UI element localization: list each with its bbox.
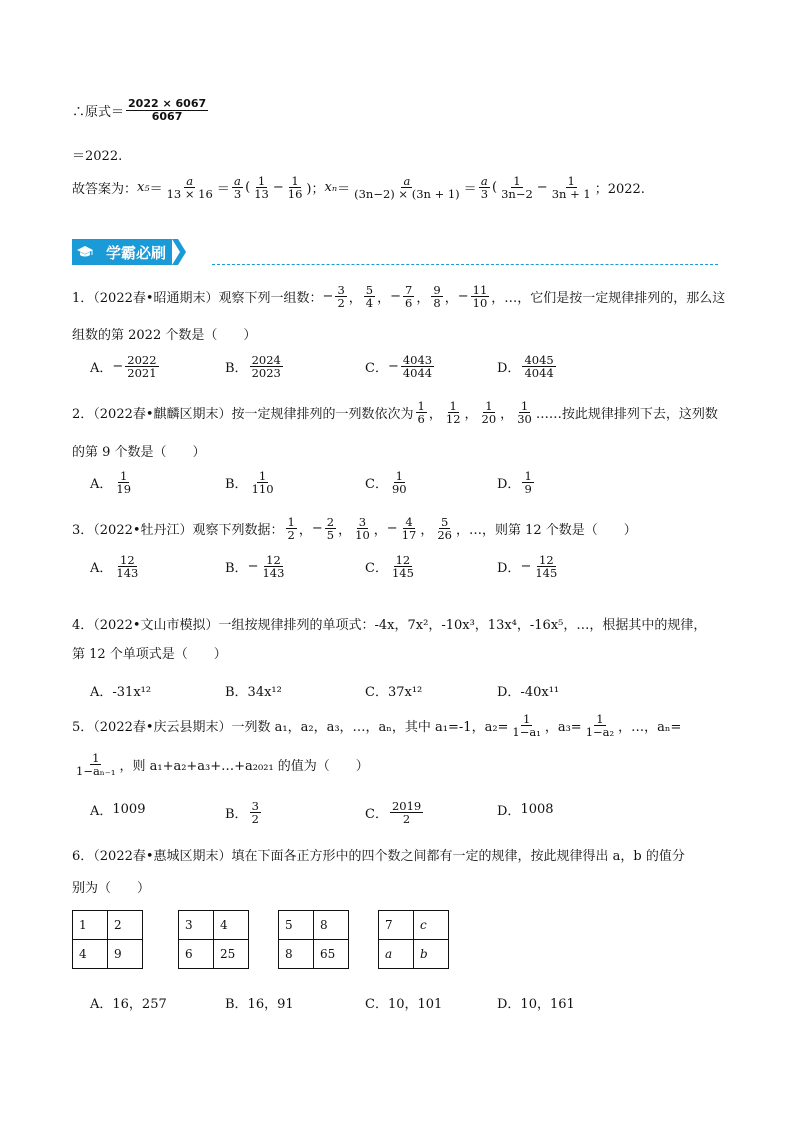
option-a[interactable] [90,470,135,495]
numerator: 5 [441,515,449,529]
denominator: 3n−2 [501,187,533,202]
fraction [165,175,215,200]
question-text: ，…，aₙ= [618,720,682,736]
fraction [364,284,375,309]
numerator: a [234,174,241,188]
numerator: 1 [417,399,425,413]
fraction [444,400,463,425]
fraction [479,175,490,200]
fraction [286,516,297,541]
option-a[interactable] [90,554,142,579]
solution-line-1 [72,98,210,122]
numerator: 1 [522,712,531,726]
fraction [286,175,305,200]
grid-cell: c [414,911,449,940]
numerator: 12 [120,553,135,567]
numerator: 4045 [524,353,554,367]
grid-cell: 2 [108,911,143,940]
denominator: 2 [337,296,345,311]
option-label: D． [497,804,521,819]
denominator: 10 [355,528,370,543]
option-label: A． [90,561,113,577]
grid-cell: 9 [108,940,143,969]
option-c[interactable] [365,800,425,825]
denominator: 13 × 16 [166,187,213,202]
option-label: C． [365,807,388,823]
option-d[interactable]: D． − $\frac{12}{145}$ [497,553,558,581]
option-c[interactable] [365,554,418,579]
question-5-line-2 [72,752,369,777]
option-label: A． [90,804,113,819]
denominator: 19 [116,482,132,497]
fraction [390,554,416,579]
option-label: D． [497,477,521,493]
number-grid [178,910,249,969]
option-c[interactable]: C．10，101 [365,997,443,1012]
fraction [260,554,286,579]
denominator: 2 [287,528,295,543]
denominator: 90 [391,482,407,497]
numerator: 1 [596,712,604,726]
question-text: 1．（2022春•昭通期末）观察下列一组数： [72,291,323,307]
chevron-right-icon [172,238,188,266]
option-b[interactable]: B．16，91 [225,997,294,1012]
grid-cell: 4 [214,911,249,940]
numerator: 5 [365,283,374,297]
question-3 [72,516,637,541]
denominator: 26 [437,528,452,543]
fraction [522,470,533,495]
denominator: 145 [535,566,558,581]
grid-cell: 25 [214,940,249,969]
grid-cell: 7 [379,911,414,940]
question-6: 6．（2022春•惠城区期末）填在下面各正方形中的四个数之间都有一定的规律，按此规律得出 a，b 的值分 [72,849,685,864]
option-label: B． [225,477,248,493]
question-5 [72,713,681,738]
fraction [584,713,616,738]
option-label: A． [90,477,113,493]
solution-line-2 [72,145,122,164]
denominator: 6 [417,412,425,427]
fraction [400,516,419,541]
fraction [416,400,427,425]
numerator: 12 [539,553,554,567]
numerator: 3 [337,283,345,297]
fraction [126,98,208,122]
sequence: $\frac{1}{2}$ ， − $\frac{2}{5}$ ， $\frac{3}{10}$ ， − $\frac{4}{17}$ ， $\frac{5}{26}$ [287,515,452,543]
numerator: 1 [257,174,266,188]
numerator: 11 [472,283,488,297]
var: x₅ [137,180,150,196]
question-4-line-2: 第 12 个单项式是（ ） [72,647,227,662]
fraction [250,470,276,495]
numerator: 9 [433,283,441,297]
numerator: 3 [358,515,367,529]
denominator: 145 [391,566,414,581]
numerator: 1 [449,399,457,413]
fraction [510,713,542,738]
denominator: 17 [401,528,417,543]
denominator: 3n + 1 [551,187,591,202]
numerator: 1 [524,469,532,483]
var: xₙ [324,180,338,196]
denominator: 12 [445,412,461,427]
numerator: 2019 [391,799,422,813]
fraction [401,354,434,379]
fraction [114,554,140,579]
option-a[interactable]: A．16，257 [90,997,167,1012]
section-title: 学霸必刷 [98,239,172,265]
denominator: 13 [254,187,269,202]
text: 故答案为： [72,182,138,198]
grid-cell: a [379,940,414,969]
number-grid [72,910,143,969]
numerator: a [186,174,194,188]
option-label: B． [225,807,248,823]
option-label: C． [365,561,388,577]
denominator: 3 [233,187,242,202]
option-label: B． [225,361,248,377]
question-2 [72,400,718,425]
text: ＝2022. [72,149,123,164]
sequence: $\frac{1}{6}$ ， $\frac{1}{12}$ ， $\frac{1}{20}$ ， $\frac{1}{30}$ [417,399,532,427]
question-text: 3．（2022•牡丹江）观察下列数据： [72,523,284,539]
grid-cell: 4 [73,940,108,969]
denominator: 2023 [251,366,281,381]
denominator: 3 [480,187,489,202]
option-c[interactable]: C． − $\frac{4043}{4044}$ [365,353,433,381]
question-text: ，则 a₁+a₂+a₃+…+a₂₀₂₁ 的值为（ ） [119,759,369,775]
option-label: D． [497,361,521,377]
denominator: 110 [251,482,274,497]
option-a[interactable]: A． 1009 [90,802,146,819]
numerator: 1 [395,469,403,483]
denominator: 10 [472,296,488,311]
grid-cell: 8 [279,940,314,969]
denominator: 2 [402,812,411,827]
numerator: 3 [251,799,259,813]
numerator: 2022 [127,353,157,367]
grid-cell: b [414,940,449,969]
numerator: 1 [92,751,100,765]
fraction [480,400,499,425]
question-2-line-2: 的第 9 个数是（ ） [72,445,206,460]
denominator: 1−a₁ [512,725,541,740]
denominator: 6 [405,296,413,311]
grid-cell: 65 [314,940,349,969]
fraction [550,175,593,200]
numerator: 4043 [402,353,433,367]
option-d[interactable] [497,354,558,379]
question-1-line-2: 组数的第 2022 个数是（ ） [72,328,257,343]
number-grid [278,910,349,969]
fraction [390,470,409,495]
denominator: 16 [287,187,303,202]
question-text: 2．（2022春•麒麟区期末）按一定规律排列的一列数依次为 [72,407,414,423]
option-a[interactable]: A．-31x¹² [90,685,152,700]
numerator: 2022 × 6067 [128,97,207,110]
fraction [533,554,559,579]
denominator: (3n−2) × (3n + 1) [354,187,460,202]
denominator: 2 [251,812,259,827]
option-c[interactable] [365,470,411,495]
numerator: 1 [291,174,299,188]
option-c[interactable]: C．37x¹² [365,685,423,700]
fraction [435,516,454,541]
option-label: D． [497,561,521,577]
numerator: 1 [567,174,575,188]
divider [212,264,718,265]
option-d[interactable]: D． 1008 [497,802,554,819]
option-d[interactable]: D．10，161 [497,997,575,1012]
fraction [250,354,283,379]
denominator: 143 [262,566,285,581]
number-grid [378,910,449,969]
denominator: 6067 [151,109,183,123]
option-b[interactable] [225,354,285,379]
numerator: 1 [485,399,493,413]
question-text: ，…，它们是按一定规律排列的，那么这 [491,291,726,307]
denominator: 9 [524,482,532,497]
graduation-cap-icon [72,239,98,265]
numerator: 1 [258,469,267,483]
numerator: 12 [266,553,281,567]
text: ∴原式＝ [72,104,125,120]
fraction [515,400,534,425]
question-text: ，…，则第 12 个数是（ ） [455,523,637,539]
question-text: ……按此规律排列下去，这列数 [535,407,718,423]
option-b[interactable]: B．34x¹² [225,685,282,700]
grid-cell: 3 [179,911,214,940]
option-b[interactable] [225,800,263,825]
option-label: C． [365,361,388,377]
grid-cell: 5 [279,911,314,940]
denominator: 20 [481,412,497,427]
fraction [403,284,414,309]
option-a[interactable]: A． − $\frac{2022}{2021}$ [90,353,157,381]
fraction [390,800,423,825]
fraction [114,470,133,495]
numerator: 2024 [251,353,281,367]
numerator: 2 [326,515,335,529]
denominator: 1−a₂ [585,725,615,740]
option-d[interactable]: D．-40x¹¹ [497,685,560,700]
fraction [125,354,158,379]
denominator: 1−aₙ₋₁ [76,764,116,779]
option-b[interactable] [225,470,278,495]
question-6-line-2: 别为（ ） [72,881,151,896]
text: ；2022. [594,182,645,198]
grid-cell: 1 [73,911,108,940]
denominator: 4 [365,296,374,311]
sequence: − $\frac{3}{2}$ ， $\frac{5}{4}$ ， − $\frac{7}{6}$ ， $\frac{9}{8}$ ， − $\frac{11}{10}$ [322,283,488,311]
numerator: 1 [120,469,128,483]
fraction [471,284,490,309]
numerator: 1 [513,174,521,188]
fraction [250,800,261,825]
option-b[interactable]: B． − $\frac{12}{143}$ [225,553,285,581]
denominator: 8 [433,296,441,311]
solution-line-3: 故答案为： x₅ ＝ $\frac{a}{13 \times 16}$ ＝ $\frac{a}{3}$ ( $\frac{1}{13}$ − $\frac{1}{16}$ )； xₙ ＝ $\frac{a}{(3n-2) \times (3n + 1)}$ ＝ $\frac{a}{3}$ ( $\frac{1}{3n-2}$ − $\frac{1}{3n + 1}$ ；2022. [72,174,645,202]
grid-cell: 8 [314,911,349,940]
fraction [335,284,346,309]
numerator: 1 [287,515,295,529]
numerator: 4 [405,515,413,529]
denominator: 4044 [524,366,554,381]
denominator: 4044 [402,366,433,381]
option-label: C． [365,477,388,493]
section-banner [72,238,188,266]
grid-cell: 6 [179,940,214,969]
fraction [352,175,462,200]
question-text: 5．（2022春•庆云县期末）一列数 a₁，a₂，a₃，…，aₙ，其中 a₁=-1，a₂= [72,720,509,736]
fraction [431,284,442,309]
fraction [522,354,555,379]
fraction [74,752,117,777]
question-text: ，a₃= [544,720,582,736]
question-4: 4．（2022•文山市模拟）一组按规律排列的单项式：-4x，7x²，-10x³，13x⁴，-16x⁵，…，根据其中的规律， [72,618,707,633]
denominator: 2021 [127,366,157,381]
option-label: A． [90,361,113,377]
denominator: 5 [326,528,335,543]
fraction [232,175,243,200]
option-d[interactable] [497,470,536,495]
numerator: a [480,174,488,188]
option-label: B． [225,561,248,577]
fraction [353,516,372,541]
numerator: 12 [395,553,411,567]
numerator: a [403,174,411,188]
fraction [499,175,535,200]
numerator: 1 [520,399,529,413]
denominator: 30 [517,412,532,427]
question-1 [72,284,725,309]
numerator: 7 [405,283,413,297]
fraction [325,516,336,541]
fraction [252,175,271,200]
denominator: 143 [116,566,139,581]
